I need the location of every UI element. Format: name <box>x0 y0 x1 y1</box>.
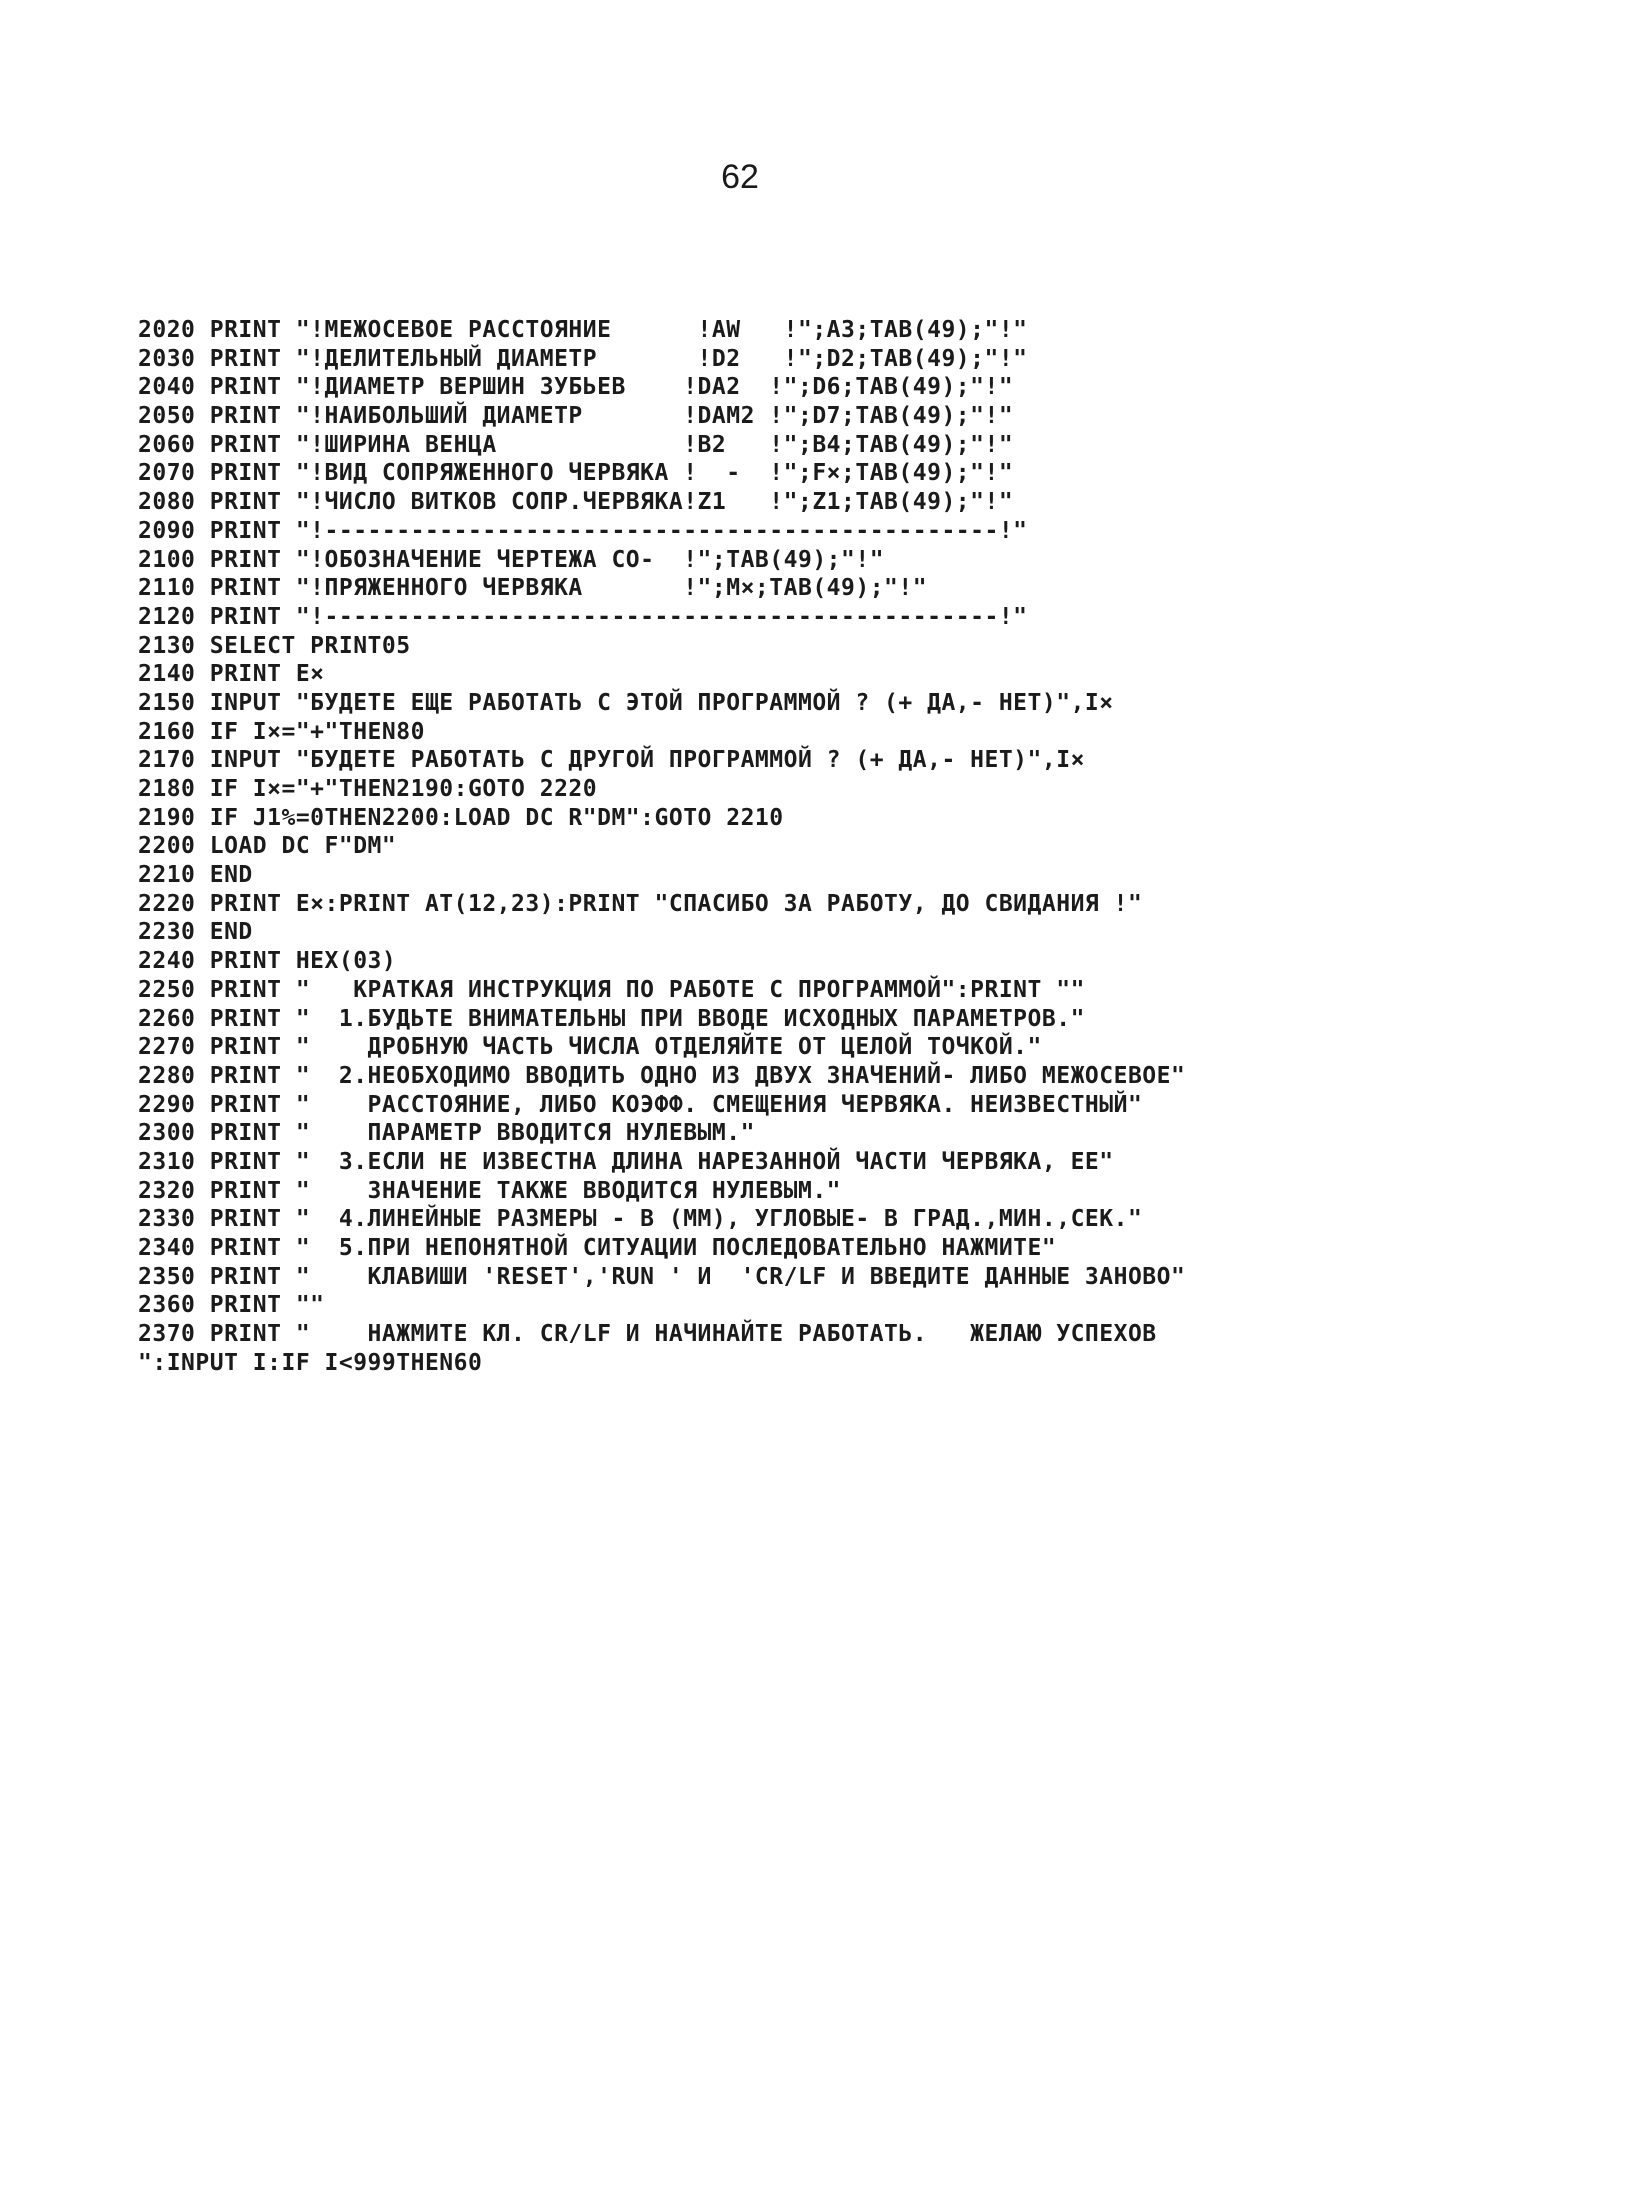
code-line: 2150 INPUT "БУДЕТЕ ЕЩЕ РАБОТАТЬ С ЭТОЙ ПРОГРАММОЙ ? (+ ДА,- НЕТ)",I× <box>138 689 1114 716</box>
code-line: 2360 PRINT "" <box>138 1292 325 1319</box>
code-line: 2250 PRINT " КРАТКАЯ ИНСТРУКЦИЯ ПО РАБОТЕ С ПРОГРАММОЙ":PRINT "" <box>138 976 1085 1003</box>
code-line: 2270 PRINT " ДРОБНУЮ ЧАСТЬ ЧИСЛА ОТДЕЛЯЙТЕ ОТ ЦЕЛОЙ ТОЧКОЙ." <box>138 1034 1042 1061</box>
code-line: 2350 PRINT " КЛАВИШИ 'RESET','RUN ' И 'CR/LF И ВВЕДИТЕ ДАННЫЕ ЗАНОВО" <box>138 1263 1186 1290</box>
code-line: 2030 PRINT "!ДЕЛИТЕЛЬНЫЙ ДИАМЕТР !D2 !";D2;TAB(49);"!" <box>138 345 1028 372</box>
code-line: 2050 PRINT "!НАИБОЛЬШИЙ ДИАМЕТР !DAM2 !";D7;TAB(49);"!" <box>138 403 1014 430</box>
code-line: 2170 INPUT "БУДЕТЕ РАБОТАТЬ С ДРУГОЙ ПРОГРАММОЙ ? (+ ДА,- НЕТ)",I× <box>138 747 1085 774</box>
code-line: 2330 PRINT " 4.ЛИНЕЙНЫЕ РАЗМЕРЫ - В (ММ), УГЛОВЫЕ- В ГРАД.,МИН.,СЕК." <box>138 1206 1143 1233</box>
code-line: 2180 IF I×="+"THEN2190:GOTO 2220 <box>138 776 598 802</box>
code-line: 2110 PRINT "!ПРЯЖЕННОГО ЧЕРВЯКА !";M×;TAB(49);"!" <box>138 575 928 602</box>
basic-program-listing <box>138 316 1185 1377</box>
code-line: 2320 PRINT " ЗНАЧЕНИЕ ТАКЖЕ ВВОДИТСЯ НУЛЕВЫМ." <box>138 1177 842 1204</box>
code-line: 2190 IF J1%=0THEN2200:LOAD DC R"DM":GOTO 2210 <box>138 804 784 831</box>
code-line: 2160 IF I×="+"THEN80 <box>138 718 425 745</box>
code-line: 2200 LOAD DC F"DM" <box>138 833 397 860</box>
code-line: 2130 SELECT PRINT05 <box>138 632 411 659</box>
code-line: 2260 PRINT " 1.БУДЬТЕ ВНИМАТЕЛЬНЫ ПРИ ВВОДЕ ИСХОДНЫХ ПАРАМЕТРОВ." <box>138 1005 1085 1032</box>
code-line: 2290 PRINT " РАССТОЯНИЕ, ЛИБО КОЭФФ. СМЕЩЕНИЯ ЧЕРВЯКА. НЕИЗВЕСТНЫЙ" <box>138 1091 1143 1118</box>
code-line: 2310 PRINT " 3.ЕСЛИ НЕ ИЗВЕСТНА ДЛИНА НАРЕЗАННОЙ ЧАСТИ ЧЕРВЯКА, ЕЕ" <box>138 1148 1114 1175</box>
code-line: 2240 PRINT HEX(03) <box>138 948 397 975</box>
code-line: ":INPUT I:IF I<999THEN60 <box>138 1349 483 1376</box>
code-line: 2100 PRINT "!ОБОЗНАЧЕНИЕ ЧЕРТЕЖА СО- !";TAB(49);"!" <box>138 546 885 573</box>
code-line: 2280 PRINT " 2.НЕОБХОДИМО ВВОДИТЬ ОДНО ИЗ ДВУХ ЗНАЧЕНИЙ- ЛИБО МЕЖОСЕВОЕ" <box>138 1062 1186 1089</box>
code-line: 2220 PRINT E×:PRINT AT(12,23):PRINT "СПАСИБО ЗА РАБОТУ, ДО СВИДАНИЯ !" <box>138 890 1143 917</box>
code-line: 2120 PRINT "!-----------------------------------------------!" <box>138 603 1028 630</box>
code-line: 2140 PRINT E× <box>138 661 325 688</box>
code-line: 2090 PRINT "!-----------------------------------------------!" <box>138 517 1028 544</box>
code-line: 2230 END <box>138 919 253 946</box>
code-line: 2070 PRINT "!ВИД СОПРЯЖЕННОГО ЧЕРВЯКА ! - !";F×;TAB(49);"!" <box>138 460 1014 487</box>
code-line: 2040 PRINT "!ДИАМЕТР ВЕРШИН ЗУБЬЕВ !DA2 !";D6;TAB(49);"!" <box>138 374 1014 401</box>
code-line: 2080 PRINT "!ЧИСЛО ВИТКОВ СОПР.ЧЕРВЯКА!Z1 !";Z1;TAB(49);"!" <box>138 489 1014 516</box>
code-line: 2210 END <box>138 862 253 889</box>
page-number: 62 <box>721 158 759 196</box>
code-line: 2300 PRINT " ПАРАМЕТР ВВОДИТСЯ НУЛЕВЫМ." <box>138 1120 755 1147</box>
code-line: 2340 PRINT " 5.ПРИ НЕПОНЯТНОЙ СИТУАЦИИ ПОСЛЕДОВАТЕЛЬНО НАЖМИТЕ" <box>138 1235 1057 1261</box>
code-line: 2060 PRINT "!ШИРИНА ВЕНЦА !B2 !";B4;TAB(49);"!" <box>138 431 1014 458</box>
code-line: 2370 PRINT " НАЖМИТЕ КЛ. CR/LF И НАЧИНАЙТЕ РАБОТАТЬ. ЖЕЛАЮ УСПЕХОВ <box>138 1321 1157 1348</box>
code-line: 2020 PRINT "!МЕЖОСЕВОЕ РАССТОЯНИЕ !AW !";A3;TAB(49);"!" <box>138 317 1028 343</box>
